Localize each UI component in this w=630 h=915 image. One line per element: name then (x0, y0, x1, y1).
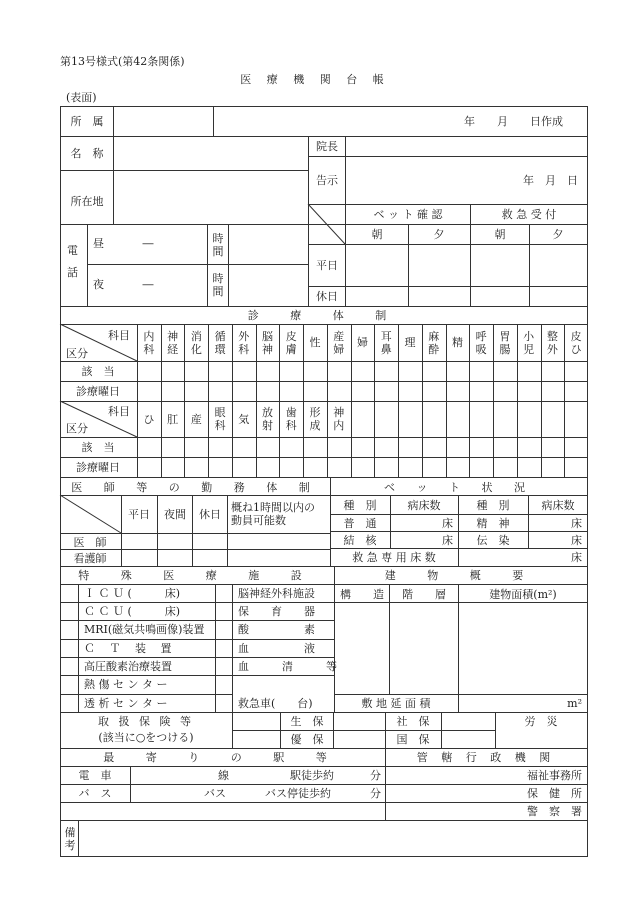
staff-holiday: 休日 (199, 508, 221, 521)
clinical-subject-row1-5: 脳 神 (262, 329, 274, 356)
bed-tuberculosis: 結 核 (343, 534, 377, 547)
welfare-office: 福祉事務所 (527, 769, 582, 782)
night-label: 夜 (93, 278, 104, 291)
clinical-subject-row2-5: 放 射 (262, 406, 274, 432)
clinical-subject-row1-10: 耳 鼻 (380, 329, 392, 356)
remarks-label: 備 考 (64, 826, 76, 852)
clinical-subject-row1-17: 整 外 (546, 329, 558, 356)
bed-tuberculosis-unit: 床 (442, 534, 453, 547)
phone-label: 電 話 (67, 244, 78, 279)
notice-label: 告示 (316, 174, 338, 187)
night-hours-label: 時 間 (212, 272, 224, 298)
insurance-priority: 優 保 (290, 733, 324, 746)
name-label: 名 称 (70, 147, 104, 160)
emergency-beds-unit: 床 (571, 551, 582, 564)
bed-confirm-label: ベ ッ ト 確 認 (373, 208, 443, 221)
clinical-subject-row1-7: 性 (309, 336, 321, 349)
days-label-2: 診療曜日 (76, 461, 120, 474)
division-label-2: 区分 (66, 422, 88, 435)
facility-left-6: 透 析 セ ン タ ー (84, 697, 168, 710)
insurance-welfare: 生 保 (290, 715, 324, 728)
date-created: 年 月 日作成 (464, 115, 563, 128)
bed-count-label-2: 病床数 (541, 499, 575, 512)
night-phone-dash: ― (142, 278, 154, 291)
clinical-subject-row2-0: ひ (143, 412, 155, 426)
clinical-title: 診 療 体 制 (247, 309, 401, 322)
bed-infectious: 伝 染 (476, 534, 510, 547)
structure-label: 構 造 (340, 588, 384, 601)
clinical-subject-row2-2: 産 (190, 412, 202, 426)
facility-left-2: MRI(磁気共鳴画像)装置 (84, 623, 205, 636)
ambulance-label: 救急車( 台) (238, 697, 313, 710)
facility-left-5: 熱 傷 セ ン タ ー (84, 678, 168, 691)
train-walk: 駅徒歩約 (290, 769, 334, 782)
insurance-label: 取 扱 保 険 等 (98, 715, 194, 728)
train-label: 電 車 (78, 769, 112, 782)
clinical-subject-row1-0: 内 科 (143, 329, 155, 356)
insurance-national: 国 保 (396, 733, 430, 746)
clinical-subject-row1-18: 皮 ひ (570, 329, 582, 356)
days-label-1: 診療曜日 (76, 385, 120, 398)
clinical-subject-row1-11: 理 (404, 336, 416, 349)
emergency-evening: 夕 (552, 228, 564, 241)
holiday-label: 休日 (316, 290, 338, 303)
staff-mobilizable: 概ね1時間以内の 動員可能数 (231, 501, 315, 527)
insurance-labor: 労 災 (524, 715, 558, 728)
bed-general-unit: 床 (442, 517, 453, 530)
clinical-subject-row1-4: 外 科 (238, 329, 250, 356)
division-label-1: 区分 (66, 347, 88, 360)
clinical-subject-row1-1: 神 経 (167, 329, 179, 356)
facility-right-0: 脳神経外科施設 (238, 587, 315, 600)
staff-weekday: 平日 (128, 508, 150, 521)
building-area-label: 建物面積(m²) (489, 588, 557, 601)
bus-name: バス (204, 787, 226, 800)
clinical-subject-row1-16: 小 児 (523, 329, 535, 356)
facility-left-3: Ｃ Ｔ 装 置 (84, 642, 172, 655)
day-hours-label: 時 間 (212, 232, 224, 258)
emergency-beds-label: 救 急 専 用 床 数 (352, 551, 436, 564)
day-label: 昼 (93, 237, 104, 250)
bed-infectious-unit: 床 (571, 534, 582, 547)
bus-minutes: 分 (370, 787, 381, 800)
site-area-label: 敷 地 延 面 積 (361, 697, 431, 710)
side-label: (表面) (66, 91, 97, 104)
station-title: 最 寄 り の 駅 等 (103, 751, 341, 764)
insurance-social: 社 保 (396, 715, 430, 728)
subject-label-2: 科目 (108, 405, 130, 418)
site-area-unit: m² (567, 697, 582, 710)
applicable-label-2: 該 当 (81, 441, 115, 454)
page-title: 医 療 機 関 台 帳 (240, 73, 390, 86)
health-center: 保 健 所 (527, 787, 582, 800)
clinical-subject-row1-2: 消 化 (190, 329, 202, 356)
subject-label-1: 科目 (108, 329, 130, 342)
building-title: 建 物 概 要 (384, 569, 538, 582)
day-phone-dash: ― (142, 237, 154, 250)
bed-psychiatric: 精 神 (476, 517, 510, 530)
insurance-sublabel: (該当に○をつける) (98, 731, 194, 744)
clinical-subject-row1-13: 精 (451, 336, 463, 349)
clinical-subject-row1-6: 皮 膚 (285, 329, 297, 356)
clinical-subject-row1-9: 婦 (356, 336, 368, 349)
address-label: 所在地 (70, 195, 104, 208)
facility-left-0: Ｉ Ｃ Ｕ ( 床) (84, 587, 181, 600)
emergency-morning: 朝 (494, 228, 506, 241)
clinical-subject-row2-1: 肛 (167, 412, 179, 426)
facility-left-4: 高圧酸素治療装置 (84, 660, 172, 673)
clinical-subject-row1-14: 呼 吸 (475, 329, 487, 356)
director-label: 院長 (316, 140, 338, 153)
bed-kind-label-2: 種 別 (476, 499, 510, 512)
bed-general: 普 通 (343, 517, 377, 530)
facility-left-1: Ｃ Ｃ Ｕ ( 床) (84, 605, 181, 618)
train-minutes: 分 (370, 769, 381, 782)
affiliation-label: 所 属 (70, 115, 104, 128)
facility-right-1: 保 育 器 (238, 605, 315, 618)
facility-right-2: 酸 素 (238, 623, 315, 636)
bed-psychiatric-unit: 床 (571, 517, 582, 530)
clinical-subject-row1-15: 胃 腸 (499, 329, 511, 356)
emergency-accept-label: 救 急 受 付 (501, 208, 557, 221)
train-line: 線 (218, 769, 229, 782)
bus-walk: バス停徒歩約 (265, 787, 331, 800)
bus-label: バ ス (78, 787, 112, 800)
doctor-label: 医 師 (73, 536, 107, 549)
form-number: 第13号様式(第42条関係) (60, 55, 185, 68)
applicable-label-1: 該 当 (81, 365, 115, 378)
bed-evening: 夕 (433, 228, 445, 241)
clinical-subject-row1-8: 産 婦 (333, 329, 345, 356)
clinical-subject-row2-6: 歯 科 (285, 406, 297, 432)
bed-kind-label-1: 種 別 (343, 499, 377, 512)
staff-title: 医 師 等 の 勤 務 体 制 (71, 481, 319, 494)
weekday-label: 平日 (316, 259, 338, 272)
bed-status-title: ベ ッ ト 状 況 (384, 481, 534, 494)
clinical-subject-row2-4: 気 (238, 412, 250, 426)
facility-right-3: 血 液 (238, 642, 315, 655)
floors-label: 階 層 (402, 588, 446, 601)
facilities-title: 特 殊 医 療 施 設 (78, 569, 316, 582)
clinical-subject-row1-3: 循 環 (214, 329, 226, 356)
clinical-subject-row1-12: 麻 酔 (428, 329, 440, 356)
admin-title: 管 轄 行 政 機 関 (416, 751, 556, 764)
notice-date: 年 月 日 (523, 174, 578, 187)
nurse-label: 看護師 (73, 552, 107, 565)
bed-count-label-1: 病床数 (407, 499, 441, 512)
clinical-subject-row2-8: 神 内 (333, 406, 345, 432)
staff-night: 夜間 (164, 508, 186, 521)
bed-morning: 朝 (371, 228, 383, 241)
facility-right-4: 血 清 等 (238, 660, 337, 673)
clinical-subject-row2-3: 眼 科 (214, 406, 226, 432)
clinical-subject-row2-7: 形 成 (309, 406, 321, 432)
police-station: 警 察 署 (527, 805, 582, 818)
